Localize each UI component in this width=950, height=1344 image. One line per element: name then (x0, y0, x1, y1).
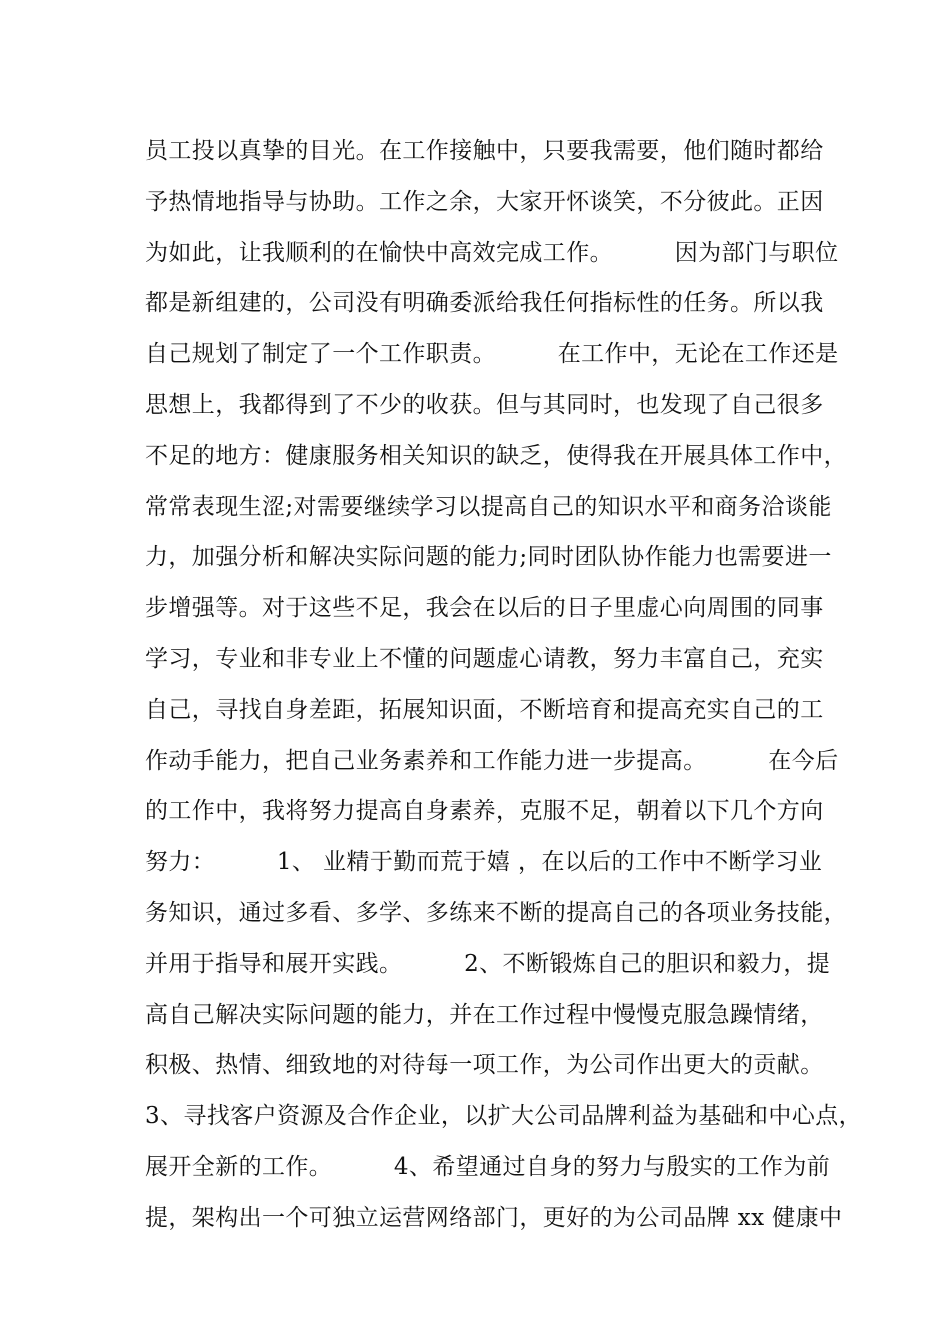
text-line: 为如此，让我顺利的在愉快中高效完成工作。 因为部门与职位 (145, 239, 839, 266)
text-line: 提，架构出一个可独立运营网络部门，更好的为公司品牌 xx 健康中 (145, 1204, 843, 1231)
body-text (145, 126, 863, 1244)
text-line: 予热情地指导与协助。工作之余，大家开怀谈笑，不分彼此。正因 (145, 188, 824, 215)
text-line: 3、寻找客户资源及合作企业，以扩大公司品牌利益为基础和中心点， (145, 1103, 863, 1130)
text-line: 力，加强分析和解决实际问题的能力;同时团队协作能力也需要进一 (145, 544, 832, 571)
text-line: 高自己解决实际问题的能力，并在工作过程中慢慢克服急躁情绪， (145, 1001, 824, 1028)
text-line: 步增强等。对于这些不足，我会在以后的日子里虚心向周围的同事 (145, 595, 824, 622)
text-line: 务知识，通过多看、多学、多练来不断的提高自己的各项业务技能， (145, 899, 847, 926)
text-line: 努力： 1、 业精于勤而荒于嬉 ，在以后的工作中不断学习业 (145, 849, 823, 876)
text-line: 常常表现生涩;对需要继续学习以提高自己的知识水平和商务洽谈能 (145, 493, 832, 520)
text-line: 展开全新的工作。 4、希望通过自身的努力与殷实的工作为前 (145, 1153, 831, 1180)
text-line: 并用于指导和展开实践。 2、不断锻炼自己的胆识和毅力，提 (145, 950, 831, 977)
text-line: 自己规划了制定了一个工作职责。 在工作中，无论在工作还是 (145, 341, 839, 368)
text-line: 的工作中，我将努力提高自身素养，克服不足，朝着以下几个方向 (145, 798, 824, 825)
text-line: 自己，寻找自身差距，拓展知识面，不断培育和提高充实自己的工 (145, 696, 824, 723)
text-line: 都是新组建的，公司没有明确委派给我任何指标性的任务。所以我 (145, 290, 824, 317)
text-line: 员工投以真挚的目光。在工作接触中，只要我需要，他们随时都给 (145, 138, 824, 164)
text-line: 学习，专业和非专业上不懂的问题虚心请教，努力丰富自己，充实 (145, 645, 824, 672)
text-line: 思想上，我都得到了不少的收获。但与其同时，也发现了自己很多 (145, 391, 824, 418)
text-line: 积极、热情、细致地的对待每一项工作，为公司作出更大的贡献。 (145, 1052, 824, 1079)
text-line: 作动手能力，把自己业务素养和工作能力进一步提高。 在今后 (145, 747, 839, 774)
text-line: 不足的地方：健康服务相关知识的缺乏，使得我在开展具体工作中， (145, 442, 847, 469)
